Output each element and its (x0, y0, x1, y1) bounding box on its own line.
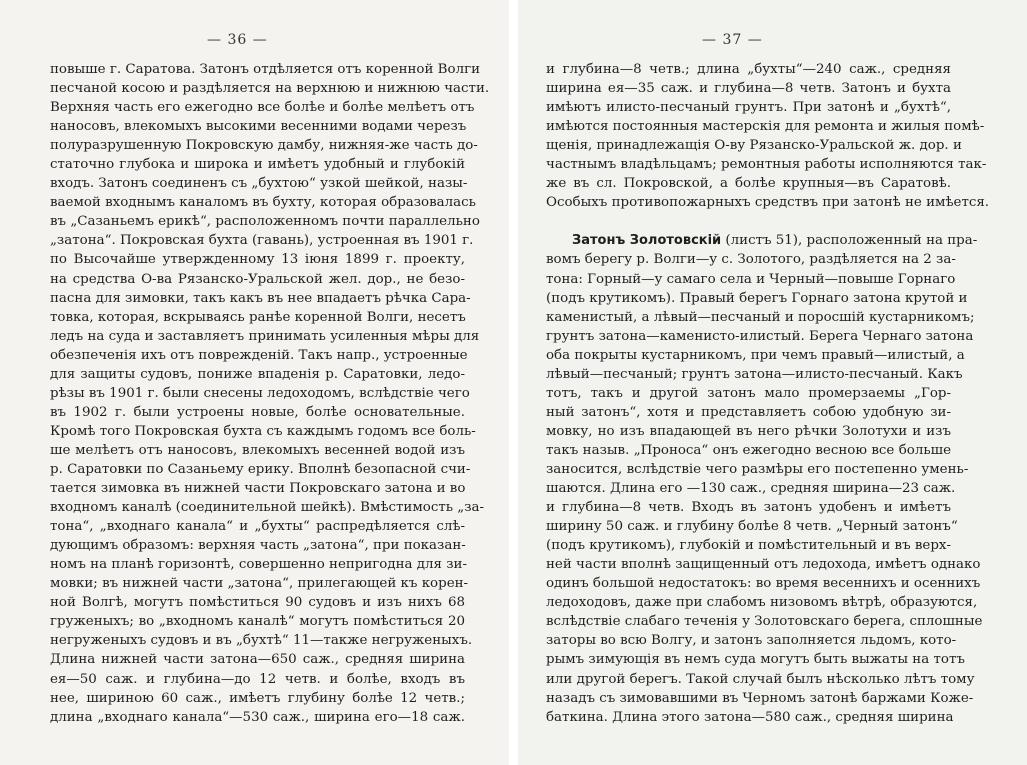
text-line: заносится, вслѣдствіе чего размѣры его постепенно умень- (546, 461, 969, 477)
book-gutter (509, 0, 518, 765)
text-line: для защиты судовъ, пониже впаденія р. Саратовки, ледо- (50, 366, 465, 382)
page-number: — 36 — (207, 32, 268, 48)
text-line: ширина ея—35 саж. и глубина—8 четв. Затонъ и бухта (546, 81, 951, 97)
section-first-line (546, 231, 978, 250)
text-line: тона: Горный—у самаго села и Черный—повыше Горнаго (546, 271, 956, 287)
text-line: нее, шириною 60 саж., имѣетъ глубину болѣе 12 четв.; (50, 690, 465, 706)
text-line: Кромѣ того Покровская бухта съ каждымъ годомъ все боль- (50, 423, 476, 439)
text-line: каменистый, а лѣвый—песчаный и поросшій кустарникомъ; (546, 309, 975, 325)
text-line: ный затонъ“, хотя и представляетъ собою удобную зи- (546, 404, 951, 420)
text-line: грунтъ затона—каменисто-илистый. Берега Чернаго затона (546, 328, 974, 344)
text-line: шаются. Длина его —130 саж., средняя ширина—23 саж. (546, 481, 956, 497)
text-line: оба покрыты кустарникомъ, при чемъ правый—илистый, а (546, 347, 965, 363)
text-line: ваемой входнымъ каналомъ въ бухту, которая образовалась (50, 195, 476, 211)
text-line: тается зимовка въ нижней части Покровскаго затона и во (50, 481, 466, 497)
text-line: такъ назыв. „Проноса“ онъ ежегодно весною все больше (546, 442, 951, 458)
text-line: ней части вполнѣ защищенный отъ ледохода, имѣетъ однако (546, 557, 981, 573)
text-line: баткина. Длина этого затона—580 саж., средняя ширина (546, 709, 954, 725)
text-line: наносовъ, влекомыхъ высокими весенними водами черезъ (50, 119, 467, 135)
text-line: песчаной косою и раздѣляется на верхнюю и нижнюю части. (50, 81, 490, 97)
text-line: въ „Сазаньемъ ерикѣ“, расположенномъ почти параллельно (50, 214, 480, 230)
text-line: „затона“. Покровская бухта (гавань), устроенная въ 1901 г. (50, 233, 474, 249)
text-line: дующимъ образомъ: верхняя часть „затона“, при показан- (50, 538, 466, 554)
text-line: по Высочайше утвержденному 13 іюня 1899 г. проекту, (50, 252, 465, 268)
text-line: (подъ крутикомъ), глубокій и помѣстительный и въ верх- (546, 538, 951, 554)
text-line: ледоходовъ, даже при слабомъ низовомъ вѣтрѣ, образуются, (546, 595, 978, 611)
text-line: и глубина—8 четв. Входъ въ затонъ удобенъ и имѣетъ (546, 500, 951, 516)
text-line: одинъ большой недостатокъ: во время весеннихъ и осеннихъ (546, 576, 981, 592)
text-line: лѣвый—песчаный; грунтъ затона—илисто-песчаный. Какъ (546, 366, 963, 382)
text-line: ше мелѣетъ отъ наносовъ, влекомыхъ весенней водой изъ (50, 442, 465, 458)
text-line: тотъ, такъ и другой затонъ мало промерзаемы „Гор- (546, 385, 951, 401)
text-line: имѣются постоянныя мастерскія для ремонта и жилыя помѣ- (546, 119, 985, 135)
text-line: тона“, „входнаго канала“ и „бухты“ распредѣляется слѣ- (50, 519, 465, 535)
text-line: назадъ съ зимовавшими въ Черномъ затонѣ баржами Коже- (546, 690, 974, 706)
left-page (0, 0, 509, 765)
text-line: полуразрушенную Покровскую дамбу, нижняя-же часть до- (50, 138, 478, 154)
text-line: ледъ на суда и заставляетъ принимать усиленныя мѣры для (50, 328, 480, 344)
text-line: мовку, но изъ впадающей въ него рѣчки Золотухи и изъ (546, 423, 951, 439)
text-line: частнымъ владѣльцамъ; ремонтныя работы исполняются так- (546, 157, 987, 173)
text-line: въ 1902 г. были устроены новые, болѣе основательные. (50, 404, 465, 420)
text-line: и глубина—8 четв.; длина „бухты“—240 саж., средняя (546, 62, 951, 77)
text-line: Длина нижней части затона—650 саж., средняя ширина (50, 652, 465, 668)
text-line: входъ. Затонъ соединенъ съ „бухтою“ узкой шейкой, назы- (50, 176, 468, 192)
text-line: рымъ зимующія въ немъ суда могутъ быть выжаты на тотъ (546, 652, 965, 668)
text-line: негруженыхъ судовъ и въ „бухтѣ“ 11—также негруженыхъ. (50, 633, 473, 649)
text-line: вслѣдствіе слабаго теченія у Золотовскаго берега, сплошные (546, 614, 983, 630)
text-line: мовки; въ нижней части „затона“, прилегающей къ корен- (50, 576, 469, 592)
text-line: входномъ каналѣ (соединительной шейкѣ). Вмѣстимость „за- (50, 500, 485, 516)
text-line: Особыхъ противопожарныхъ средствъ при затонѣ не имѣется. (546, 195, 990, 211)
text-line: номъ на планѣ горизонтѣ, совершенно непригодна для зи- (50, 557, 467, 573)
text-line: обезпеченія ихъ отъ поврежденій. Такъ напр., устроенные (50, 347, 468, 363)
text-line: (листъ 51), расположенный на пра- (721, 233, 978, 249)
body-text (546, 60, 990, 727)
text-line: вомъ берегу р. Волги—у с. Золотого, раздѣляется на 2 за- (546, 252, 956, 268)
text-line: Верхняя часть его ежегодно все болѣе и болѣе мелѣетъ отъ (50, 100, 475, 116)
text-line: ной Волгѣ, могутъ помѣститься 90 судовъ и изъ нихъ 68 (50, 595, 465, 611)
text-line: имѣютъ илисто-песчаный грунтъ. При затонѣ и „бухтѣ“, (546, 100, 951, 116)
paragraph-gap (546, 212, 951, 231)
text-line: ея—50 саж. и глубина—до 12 четв. и болѣе, входъ въ (50, 671, 465, 687)
right-page (518, 0, 1027, 765)
body-text (50, 60, 490, 727)
text-line: заторы во всю Волгу, и затонъ заполняется льдомъ, кото- (546, 633, 957, 649)
text-line: ширину 50 саж. и глубину болѣе 8 четв. „Черный затонъ“ (546, 519, 958, 535)
text-line: или другой берегъ. Такой случай былъ нѣсколько лѣтъ тому (546, 671, 975, 687)
text-line: товка, которая, вскрываясь ранѣе коренной Волги, несетъ (50, 309, 466, 325)
text-line: статочно глубока и широка и имѣетъ удобный и глубокій (50, 157, 465, 173)
section-heading: Затонъ Золотовскій (572, 233, 722, 249)
text-line: же въ сл. Покровской, а болѣе крупныя—въ Саратовѣ. (546, 176, 951, 192)
text-line: р. Саратовки по Сазаньему ерику. Вполнѣ безопасной счи- (50, 461, 471, 477)
text-line: длина „входнаго канала“—530 саж., ширина его—18 саж. (50, 709, 465, 725)
text-line: груженыхъ; во „входномъ каналѣ“ могутъ помѣститься 20 (50, 614, 465, 630)
text-line: на средства О-ва Рязанско-Уральской жел. дор., не безо- (50, 271, 465, 287)
text-line: рѣзы въ 1901 г. были снесены ледоходомъ, вслѣдствіе чего (50, 385, 470, 401)
page-number: — 37 — (702, 32, 763, 48)
text-line: щенія, принадлежащія О-ву Рязанско-Уральской ж. дор. и (546, 138, 962, 154)
text-line: (подъ крутикомъ). Правый берегъ Горнаго затона крутой и (546, 290, 968, 306)
text-line: повыше г. Саратова. Затонъ отдѣляется отъ коренной Волги (50, 62, 481, 77)
text-line: пасна для зимовки, такъ какъ въ нее впадаетъ рѣчка Сара- (50, 290, 471, 306)
